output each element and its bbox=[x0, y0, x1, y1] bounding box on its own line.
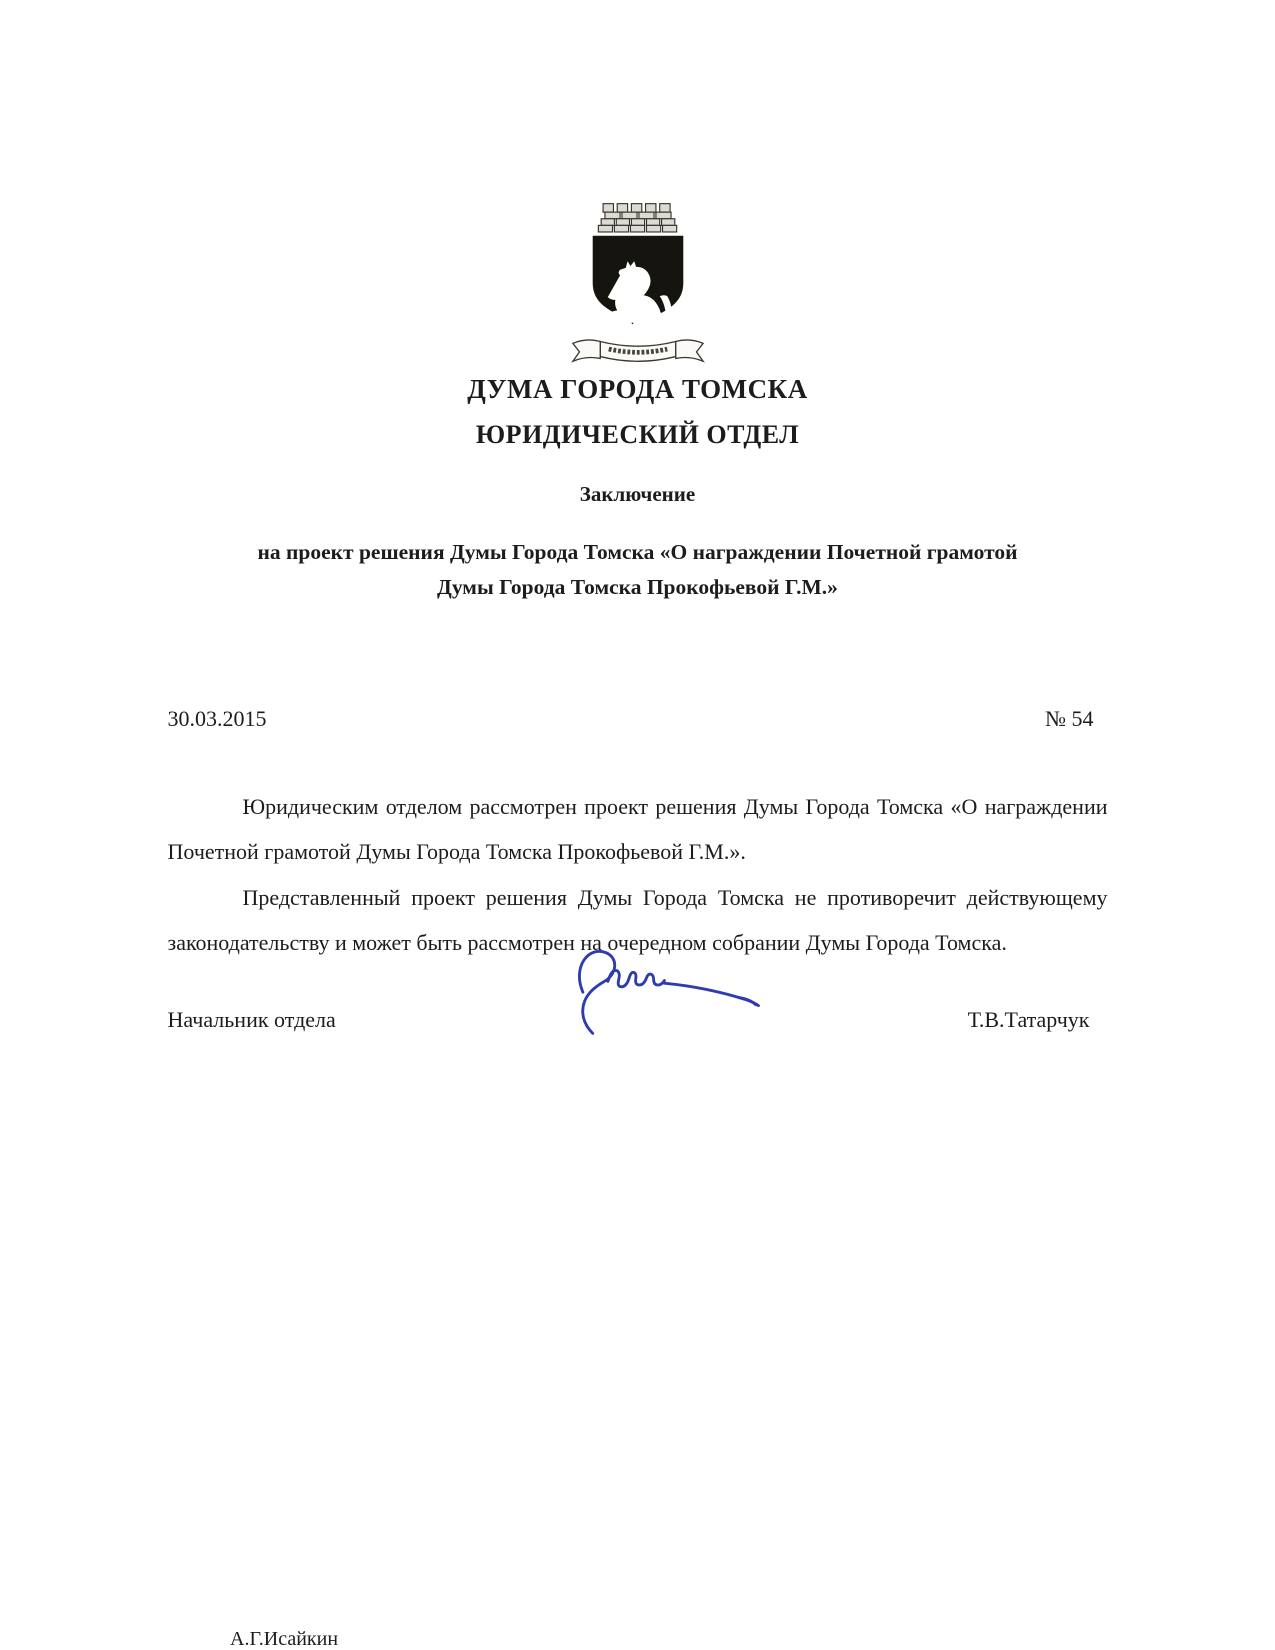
executor-name: А.Г.Исайкин bbox=[230, 1628, 339, 1650]
signature-row bbox=[168, 1007, 1108, 1033]
subject-line-1: на проект решения Думы Города Томска «О награждении Почетной грамотой bbox=[257, 540, 1018, 564]
document-number: № 54 bbox=[1045, 705, 1094, 731]
signer-name: Т.В.Татарчук bbox=[967, 1007, 1090, 1033]
meta-row bbox=[168, 706, 1108, 732]
body-paragraph-2: Представленный проект решения Думы Города Томска не противоречит действующему законодательству и может быть рассмотрен на очередном собрании Думы Города Томска. bbox=[167, 884, 1108, 955]
document-type-title: Заключение bbox=[579, 482, 696, 506]
document-date: 30.03.2015 bbox=[167, 705, 267, 731]
tomsk-coat-of-arms-icon bbox=[168, 198, 1108, 368]
document-subject bbox=[168, 535, 1108, 606]
document-content bbox=[168, 0, 1108, 1033]
body-paragraph-1: Юридическим отделом рассмотрен проект решения Думы Города Томска «О награждении Почетной грамотой Думы Города Томска Прокофьевой Г.М.». bbox=[167, 793, 1108, 865]
subject-line-2: Думы Города Томска Прокофьевой Г.М.» bbox=[437, 575, 838, 600]
organization-name: ДУМА ГОРОДА ТОМСКА bbox=[467, 374, 808, 404]
body-text bbox=[168, 784, 1108, 965]
signer-title: Начальник отдела bbox=[167, 1007, 336, 1033]
mural-crown bbox=[598, 204, 676, 232]
department-name: ЮРИДИЧЕСКИЙ ОТДЕЛ bbox=[475, 420, 800, 449]
